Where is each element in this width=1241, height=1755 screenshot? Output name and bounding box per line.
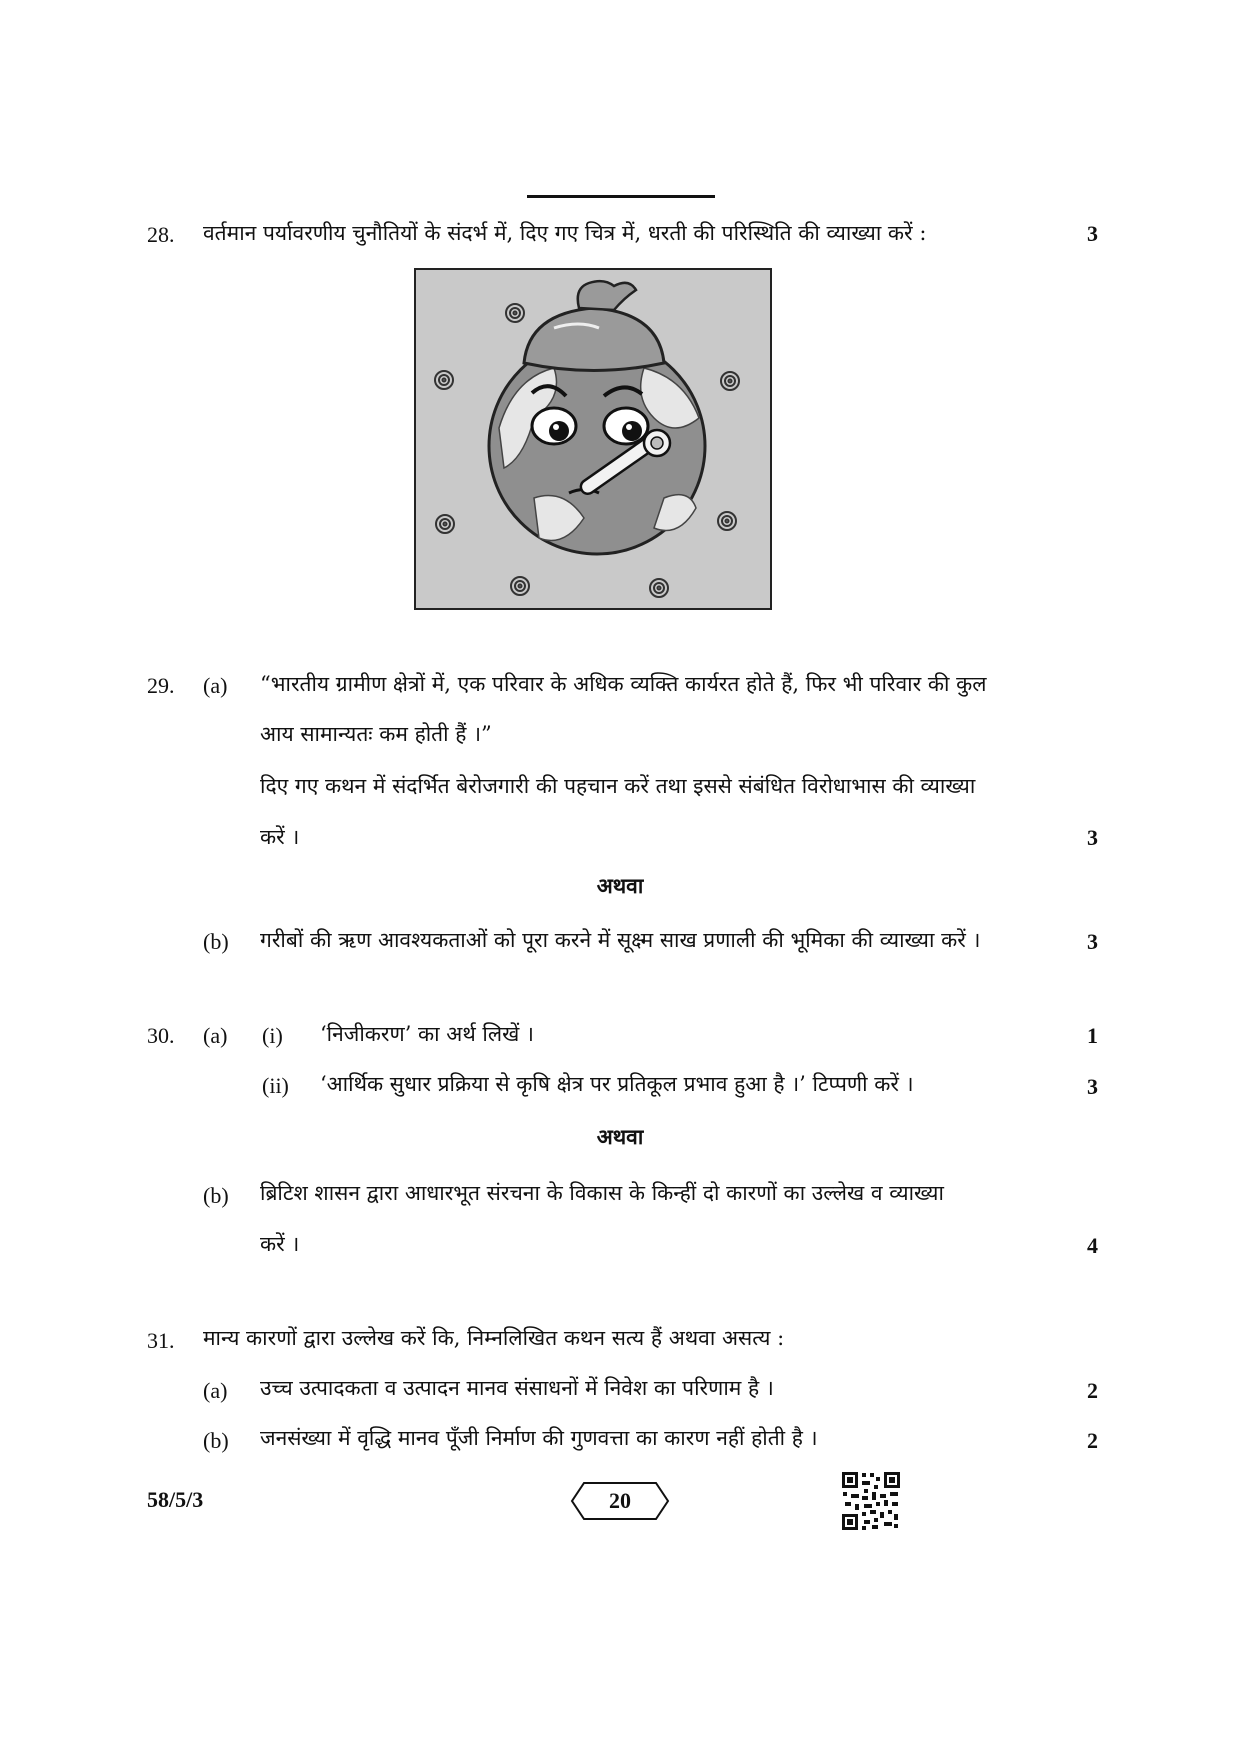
section-rule <box>527 195 715 198</box>
q30a-i-marks: 1 <box>1087 1023 1098 1048</box>
q29a-line4: करें । <box>260 825 300 849</box>
q30b-line1: ब्रिटिश शासन द्वारा आधारभूत संरचना के विकास के किन्हीं दो कारणों का उल्लेख व व्याख्या <box>260 1181 944 1205</box>
q30b-line2: करें । <box>260 1232 300 1256</box>
q30a-ii-text: ‘आर्थिक सुधार प्रक्रिया से कृषि क्षेत्र पर प्रतिकूल प्रभाव हुआ है ।’ टिप्पणी करें । <box>320 1072 914 1096</box>
q28-text: वर्तमान पर्यावरणीय चुनौतियों के संदर्भ में, दिए गए चित्र में, धरती की परिस्थिति की व्याख्या करें : <box>203 221 927 245</box>
sick-earth-illustration <box>414 268 772 610</box>
paper-code: 58/5/3 <box>147 1487 204 1512</box>
q30a-i-label: (i) <box>262 1023 283 1048</box>
q31-text: मान्य कारणों द्वारा उल्लेख करें कि, निम्नलिखित कथन सत्य हैं अथवा असत्य : <box>203 1326 785 1350</box>
q30a-ii-label: (ii) <box>262 1073 289 1098</box>
q31b-label: (b) <box>203 1428 229 1453</box>
q29a-label: (a) <box>203 673 228 698</box>
q30a-label: (a) <box>203 1023 228 1048</box>
q30b-marks: 4 <box>1087 1233 1098 1258</box>
q30b-label: (b) <box>203 1183 229 1208</box>
q29a-line3: दिए गए कथन में संदर्भित बेरोजगारी की पहचान करें तथा इससे संबंधित विरोधाभास की व्याख्या <box>260 774 976 798</box>
q29b-text: गरीबों की ऋण आवश्यकताओं को पूरा करने में सूक्ष्म साख प्रणाली की भूमिका की व्याख्या करें । <box>260 928 981 952</box>
page-number-badge <box>570 1480 670 1522</box>
q30-or: अथवा <box>596 1124 644 1149</box>
page-number: 20 <box>609 1488 631 1513</box>
q29a-marks: 3 <box>1087 825 1098 850</box>
q31b-text: जनसंख्या में वृद्धि मानव पूँजी निर्माण की गुणवत्ता का कारण नहीं होती है । <box>260 1426 818 1450</box>
qr-code-icon <box>841 1471 901 1531</box>
q31-number: 31. <box>147 1328 175 1353</box>
q29-or: अथवा <box>596 873 644 898</box>
q29b-label: (b) <box>203 929 229 954</box>
q28-marks: 3 <box>1087 221 1098 246</box>
q29a-line1: “भारतीय ग्रामीण क्षेत्रों में, एक परिवार के अधिक व्यक्ति कार्यरत होते हैं, फिर भी परिवार की कुल <box>260 672 987 696</box>
q31a-label: (a) <box>203 1378 228 1403</box>
q29a-line2: आय सामान्यतः कम होती हैं ।” <box>260 722 492 746</box>
q31b-marks: 2 <box>1087 1428 1098 1453</box>
q30a-ii-marks: 3 <box>1087 1074 1098 1099</box>
q30-number: 30. <box>147 1023 175 1048</box>
q30a-i-text: ‘निजीकरण’ का अर्थ लिखें । <box>320 1022 534 1046</box>
q29-number: 29. <box>147 673 175 698</box>
q28-number: 28. <box>147 222 175 247</box>
q29b-marks: 3 <box>1087 929 1098 954</box>
q31a-marks: 2 <box>1087 1378 1098 1403</box>
q31a-text: उच्च उत्पादकता व उत्पादन मानव संसाधनों में निवेश का परिणाम है । <box>260 1376 774 1400</box>
